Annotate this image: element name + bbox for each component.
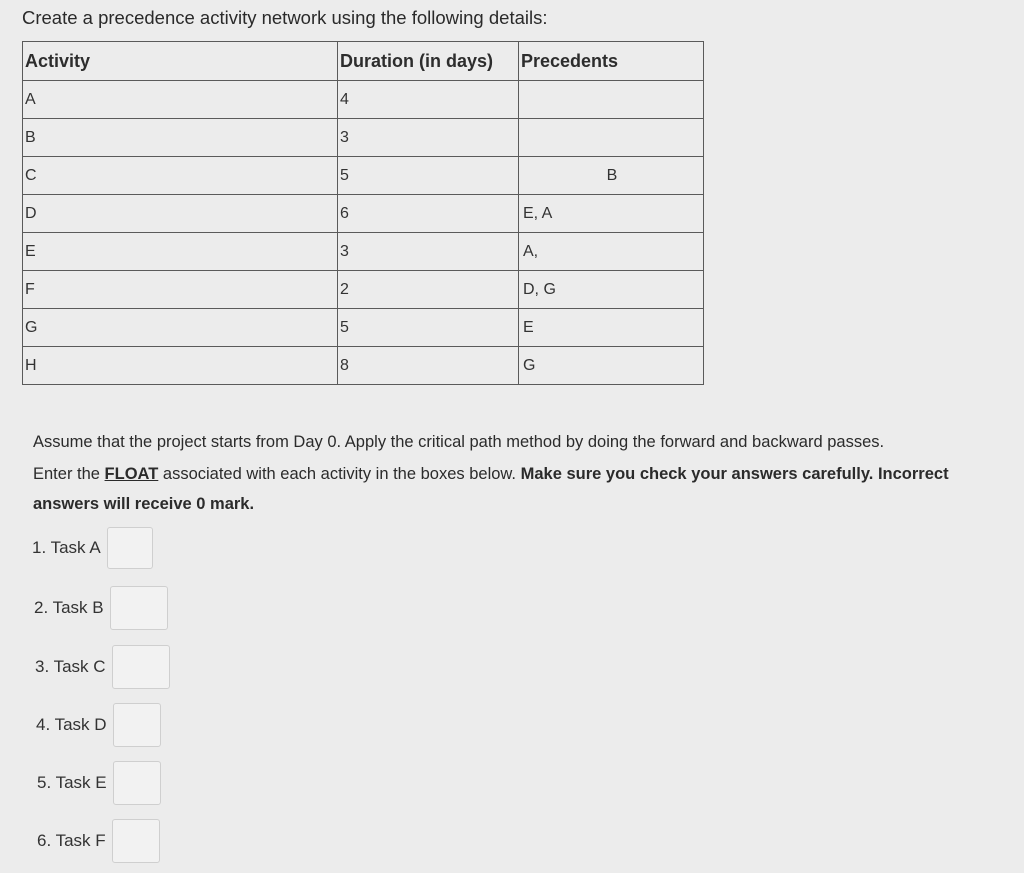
task-d-row [36, 703, 161, 747]
instructions-enter-prefix: Enter the [33, 465, 105, 483]
table-row [23, 81, 704, 119]
precedents-cell: G [519, 347, 704, 385]
task-f-label: 6. Task F [37, 831, 106, 850]
task-e-row [37, 761, 161, 805]
duration-cell: 6 [338, 195, 519, 233]
table-row [23, 157, 704, 195]
instructions-line1: Assume that the project starts from Day 0. Apply the critical path method by doing the forward and backward passes. [33, 433, 885, 451]
float-keyword: FLOAT [104, 465, 159, 483]
table-row [23, 347, 704, 385]
activity-table [22, 41, 704, 385]
table-row [23, 119, 704, 157]
precedents-cell: E, A [519, 195, 704, 233]
duration-cell: 3 [338, 233, 519, 271]
instructions-bold-note: Make sure you check your answers carefully. Incorrect answers will receive 0 mark. [33, 465, 949, 513]
instructions-enter-suffix: associated with each activity in the boxes below. [158, 465, 521, 483]
task-e-float-input[interactable] [113, 761, 161, 805]
task-a-row [32, 527, 153, 569]
precedents-cell [519, 81, 704, 119]
duration-cell: 8 [338, 347, 519, 385]
duration-cell: 5 [338, 309, 519, 347]
activity-cell: F [23, 271, 338, 309]
table-row [23, 195, 704, 233]
instructions-block [33, 426, 1018, 519]
precedents-cell: D, G [519, 271, 704, 309]
activity-cell: B [23, 119, 338, 157]
task-a-label: 1. Task A [32, 538, 101, 557]
precedents-cell: E [519, 309, 704, 347]
task-b-label: 2. Task B [34, 598, 104, 617]
activity-cell: H [23, 347, 338, 385]
task-d-float-input[interactable] [113, 703, 161, 747]
table-header-row [23, 42, 704, 81]
activity-cell: A [23, 81, 338, 119]
task-f-row [37, 819, 160, 863]
duration-cell: 3 [338, 119, 519, 157]
precedents-cell [519, 119, 704, 157]
activity-cell: E [23, 233, 338, 271]
header-activity: Activity [23, 42, 338, 81]
task-f-float-input[interactable] [112, 819, 160, 863]
task-c-row [35, 645, 170, 689]
task-d-label: 4. Task D [36, 715, 107, 734]
table-row [23, 271, 704, 309]
duration-cell: 5 [338, 157, 519, 195]
duration-cell: 4 [338, 81, 519, 119]
instructions-line2 [33, 459, 1018, 519]
duration-cell: 2 [338, 271, 519, 309]
table-row [23, 309, 704, 347]
task-e-label: 5. Task E [37, 773, 107, 792]
activity-cell: C [23, 157, 338, 195]
table-row [23, 233, 704, 271]
header-precedents: Precedents [519, 42, 704, 81]
task-c-label: 3. Task C [35, 657, 106, 676]
question-title: Create a precedence activity network using the following details: [22, 7, 548, 28]
activity-cell: D [23, 195, 338, 233]
precedents-cell: A, [519, 233, 704, 271]
precedents-cell: B [519, 157, 704, 195]
header-duration: Duration (in days) [338, 42, 519, 81]
task-b-row [34, 586, 168, 630]
task-a-float-input[interactable] [107, 527, 153, 569]
task-b-float-input[interactable] [110, 586, 168, 630]
task-c-float-input[interactable] [112, 645, 170, 689]
activity-cell: G [23, 309, 338, 347]
